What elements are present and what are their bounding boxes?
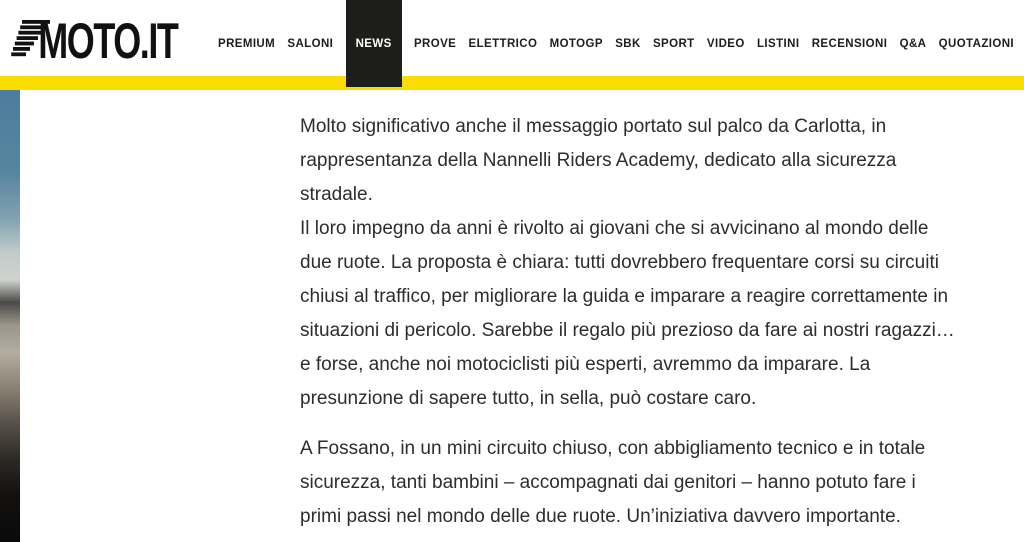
nav-item-qa[interactable]: Q&A	[899, 37, 927, 50]
article-body	[300, 110, 958, 534]
nav-item-prove[interactable]: PROVE	[413, 37, 457, 50]
article-paragraph: Molto significativo anche il messaggio portato sul palco da Carlotta, in rappresentanza della Nannelli Riders Academy, dedicato alla sicurezza stradale.	[300, 116, 897, 205]
nav-item-video[interactable]: VIDEO	[706, 37, 745, 50]
logo-wordmark: MOTO.IT	[38, 16, 178, 62]
moto-it-logo[interactable]	[8, 16, 190, 67]
nav-item-recensioni[interactable]: RECENSIONI	[811, 37, 888, 50]
article-paragraph: A Fossano, in un mini circuito chiuso, con abbigliamento tecnico e in totale sicurezza, tanti bambini – accompagnati dai genitori – hanno potuto fare i primi passi nel mondo delle due ruote. Un’iniziativa davvero importante.	[300, 438, 926, 527]
nav-item-sbk[interactable]: SBK	[615, 37, 641, 50]
nav-item-news[interactable]: NEWS	[346, 0, 402, 87]
nav-item-elettrico[interactable]: ELETTRICO	[468, 37, 538, 50]
nav-item-saloni[interactable]: SALONI	[287, 37, 334, 50]
nav-item-sport[interactable]: SPORT	[652, 37, 695, 50]
main-nav	[218, 0, 1014, 87]
nav-item-listini[interactable]: LISTINI	[757, 37, 800, 50]
article-paragraph: Il loro impegno da anni è rivolto ai giovani che si avvicinano al mondo delle due ruote. La proposta è chiara: tutti dovrebbero frequentare corsi su circuiti chiusi al traffico, per migliorare la guida e imparare a reagire correttamente in situazioni di pericolo. Sarebbe il regalo più prezioso da fare ai nostri ragazzi… e forse, anche noi motociclisti più esperti, avremmo da imparare. La presunzione di sapere tutto, in sella, può costare caro.	[300, 218, 955, 409]
nav-item-quotazioni[interactable]: QUOTAZIONI	[938, 37, 1014, 50]
nav-item-premium[interactable]: PREMIUM	[218, 37, 276, 50]
moto-it-logo-icon	[8, 16, 190, 62]
nav-item-motogp[interactable]: MOTOGP	[549, 37, 603, 50]
article-image-edge	[0, 90, 20, 542]
site-header	[0, 0, 1024, 76]
